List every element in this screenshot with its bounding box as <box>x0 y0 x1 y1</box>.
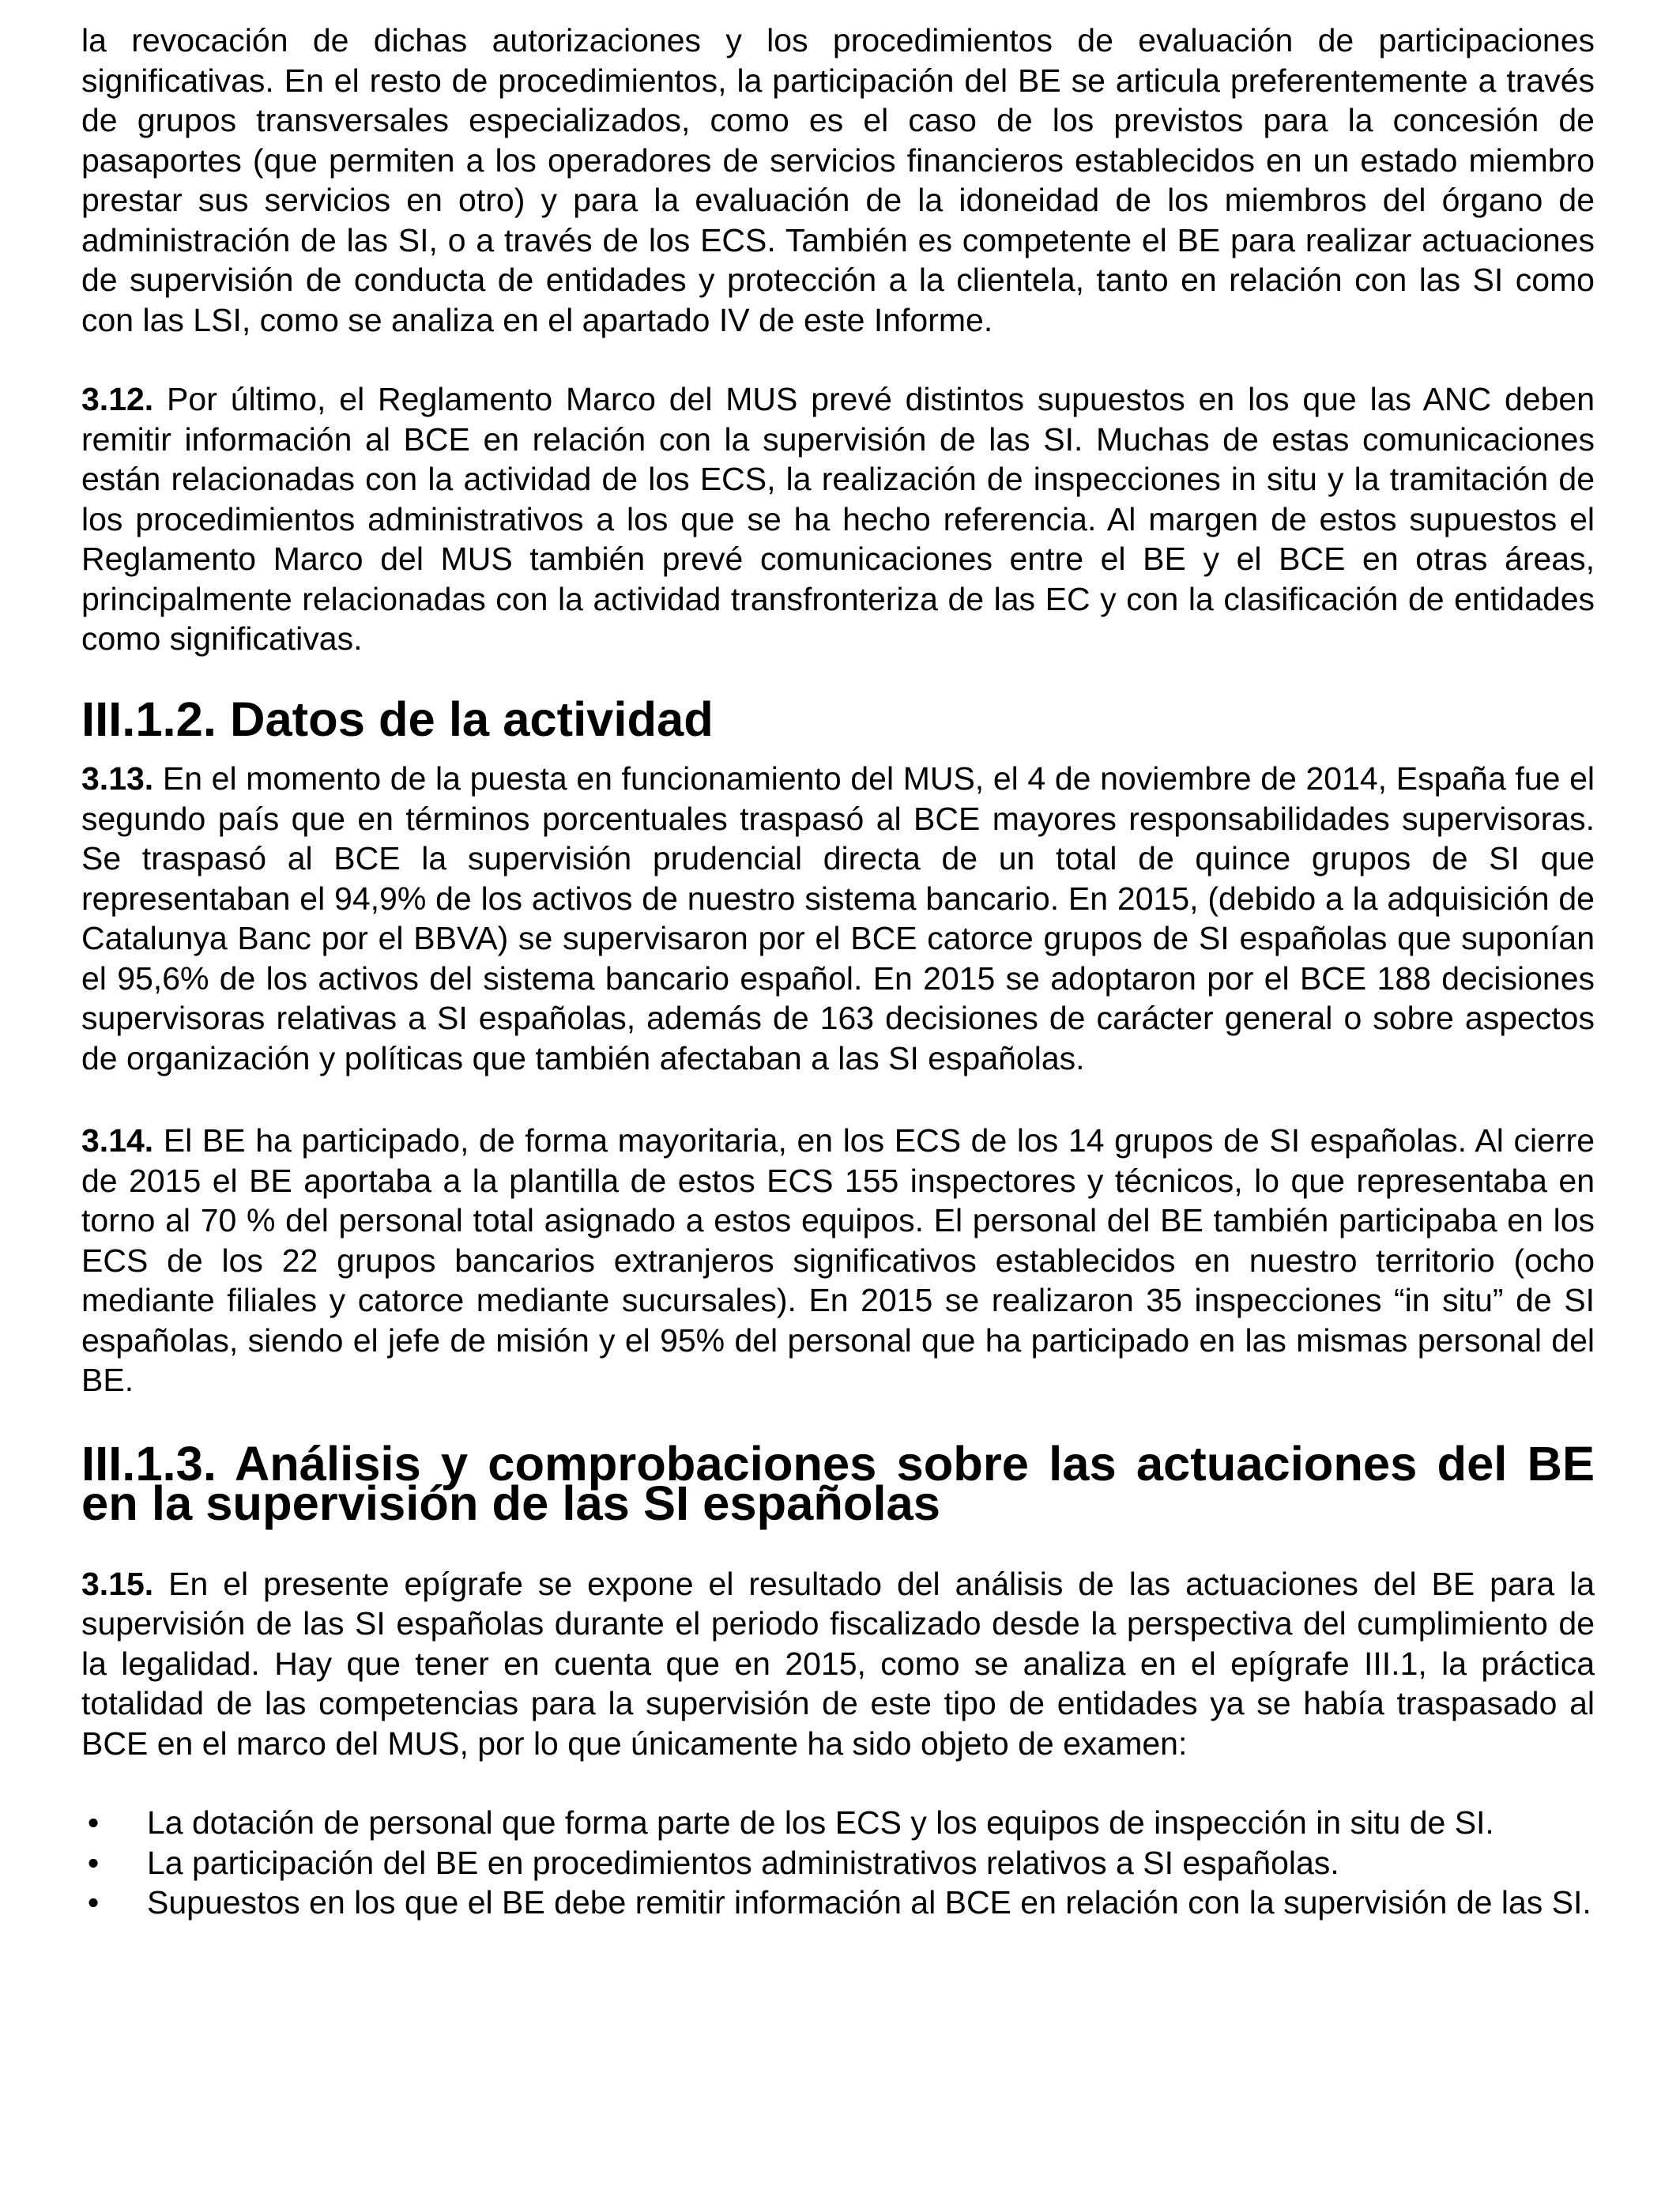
section-title: Análisis y comprobaciones sobre las actuaciones del BE en la supervisión de las SI españolas <box>81 1436 1595 1531</box>
list-item <box>81 1883 1595 1923</box>
paragraph-text: la revocación de dichas autorizaciones y los procedimientos de evaluación de participaciones significativas. En el resto de procedimientos, la participación del BE se articula preferentemente a través de grupos transversales especializados, como es el caso de los previstos para la concesión de pasaportes (que permiten a los operadores de servicios financieros establecidos en un estado miembro prestar sus servicios en otro) y para la evaluación de la idoneidad de los miembros del órgano de administración de las SI, o a través de los ECS. También es competente el BE para realizar actuaciones de supervisión de conducta de entidades y protección a la clientela, tanto en relación con las SI como con las LSI, como se analiza en el apartado IV de este Informe. <box>81 22 1595 338</box>
bullet-marker: • <box>87 1884 100 1921</box>
paragraph-text: En el presente epígrafe se expone el resultado del análisis de las actuaciones del BE para la supervisión de las SI españolas durante el periodo fiscalizado desde la perspectiva del cumplimiento de la legalidad. Hay que tener en cuenta que en 2015, como se analiza en el epígrafe III.1, la práctica totalidad de las competencias para la supervisión de este tipo de entidades ya se había traspasado al BCE en el marco del MUS, por lo que únicamente ha sido objeto de examen: <box>81 1565 1595 1762</box>
paragraph-text: En el momento de la puesta en funcionamiento del MUS, el 4 de noviembre de 2014, España fue el segundo país que en términos porcentuales traspasó al BCE mayores responsabilidades supervisoras. Se traspasó al BCE la supervisión prudencial directa de un total de quince grupos de SI que representaban el 94,9% de los activos de nuestro sistema bancario. En 2015, (debido a la adquisición de Catalunya Banc por el BBVA) se supervisaron por el BCE catorce grupos de SI españolas que suponían el 95,6% de los activos del sistema bancario español. En 2015 se adoptaron por el BCE 188 decisiones supervisoras relativas a SI españolas, además de 163 decisiones de carácter general o sobre aspectos de organización y políticas que también afectaban a las SI españolas. <box>81 760 1595 1076</box>
bullet-marker: • <box>87 1844 100 1881</box>
paragraph-text: Por último, el Reglamento Marco del MUS prevé distintos supuestos en los que las ANC deben remitir información al BCE en relación con la supervisión de las SI. Muchas de estas comunicaciones están relacionadas con la actividad de los ECS, la realización de inspecciones in situ y la tramitación de los procedimientos administrativos a los que se ha hecho referencia. Al margen de estos supuestos el Reglamento Marco del MUS también prevé comunicaciones entre el BE y el BCE en otras áreas, principalmente relacionadas con la actividad transfronteriza de las EC y con la clasificación de entidades como significativas. <box>81 381 1595 657</box>
bullet-list <box>81 1803 1595 1923</box>
paragraph-continued <box>81 21 1595 340</box>
paragraph-text: El BE ha participado, de forma mayoritaria, en los ECS de los 14 grupos de SI españolas. Al cierre de 2015 el BE aportaba a la plantilla de estos ECS 155 inspectores y técnicos, lo que representaba en torno al 70 % del personal total asignado a estos equipos. El personal del BE también participaba en los ECS de los 22 grupos bancarios extranjeros significativos establecidos en nuestro territorio (ocho mediante filiales y catorce mediante sucursales). En 2015 se realizaron 35 inspecciones “in situ” de SI españolas, siendo el jefe de misión y el 95% del personal que ha participado en las mismas personal del BE. <box>81 1122 1595 1398</box>
section-number: III.1.3. <box>81 1436 217 1491</box>
paragraph-3-14 <box>81 1121 1595 1400</box>
bullet-marker: • <box>87 1804 100 1841</box>
list-item <box>81 1843 1595 1883</box>
paragraph-3-13 <box>81 759 1595 1078</box>
section-title: Datos de la actividad <box>216 692 714 747</box>
list-item <box>81 1803 1595 1843</box>
document-page <box>81 21 1595 1923</box>
list-item-text: La participación del BE en procedimientos administrativos relativos a SI españolas. <box>147 1844 1339 1881</box>
section-heading-iii-1-3 <box>81 1436 1595 1531</box>
paragraph-number: 3.14. <box>81 1122 154 1159</box>
section-heading-iii-1-2 <box>81 692 1595 747</box>
paragraph-number: 3.15. <box>81 1565 154 1602</box>
paragraph-3-15 <box>81 1564 1595 1764</box>
list-item-text: Supuestos en los que el BE debe remitir información al BCE en relación con la supervisión de las SI. <box>147 1884 1591 1921</box>
paragraph-number: 3.13. <box>81 760 154 797</box>
section-number: III.1.2. <box>81 692 217 747</box>
paragraph-3-12 <box>81 379 1595 659</box>
list-item-text: La dotación de personal que forma parte de los ECS y los equipos de inspección in situ de SI. <box>147 1804 1494 1841</box>
paragraph-number: 3.12. <box>81 381 154 417</box>
